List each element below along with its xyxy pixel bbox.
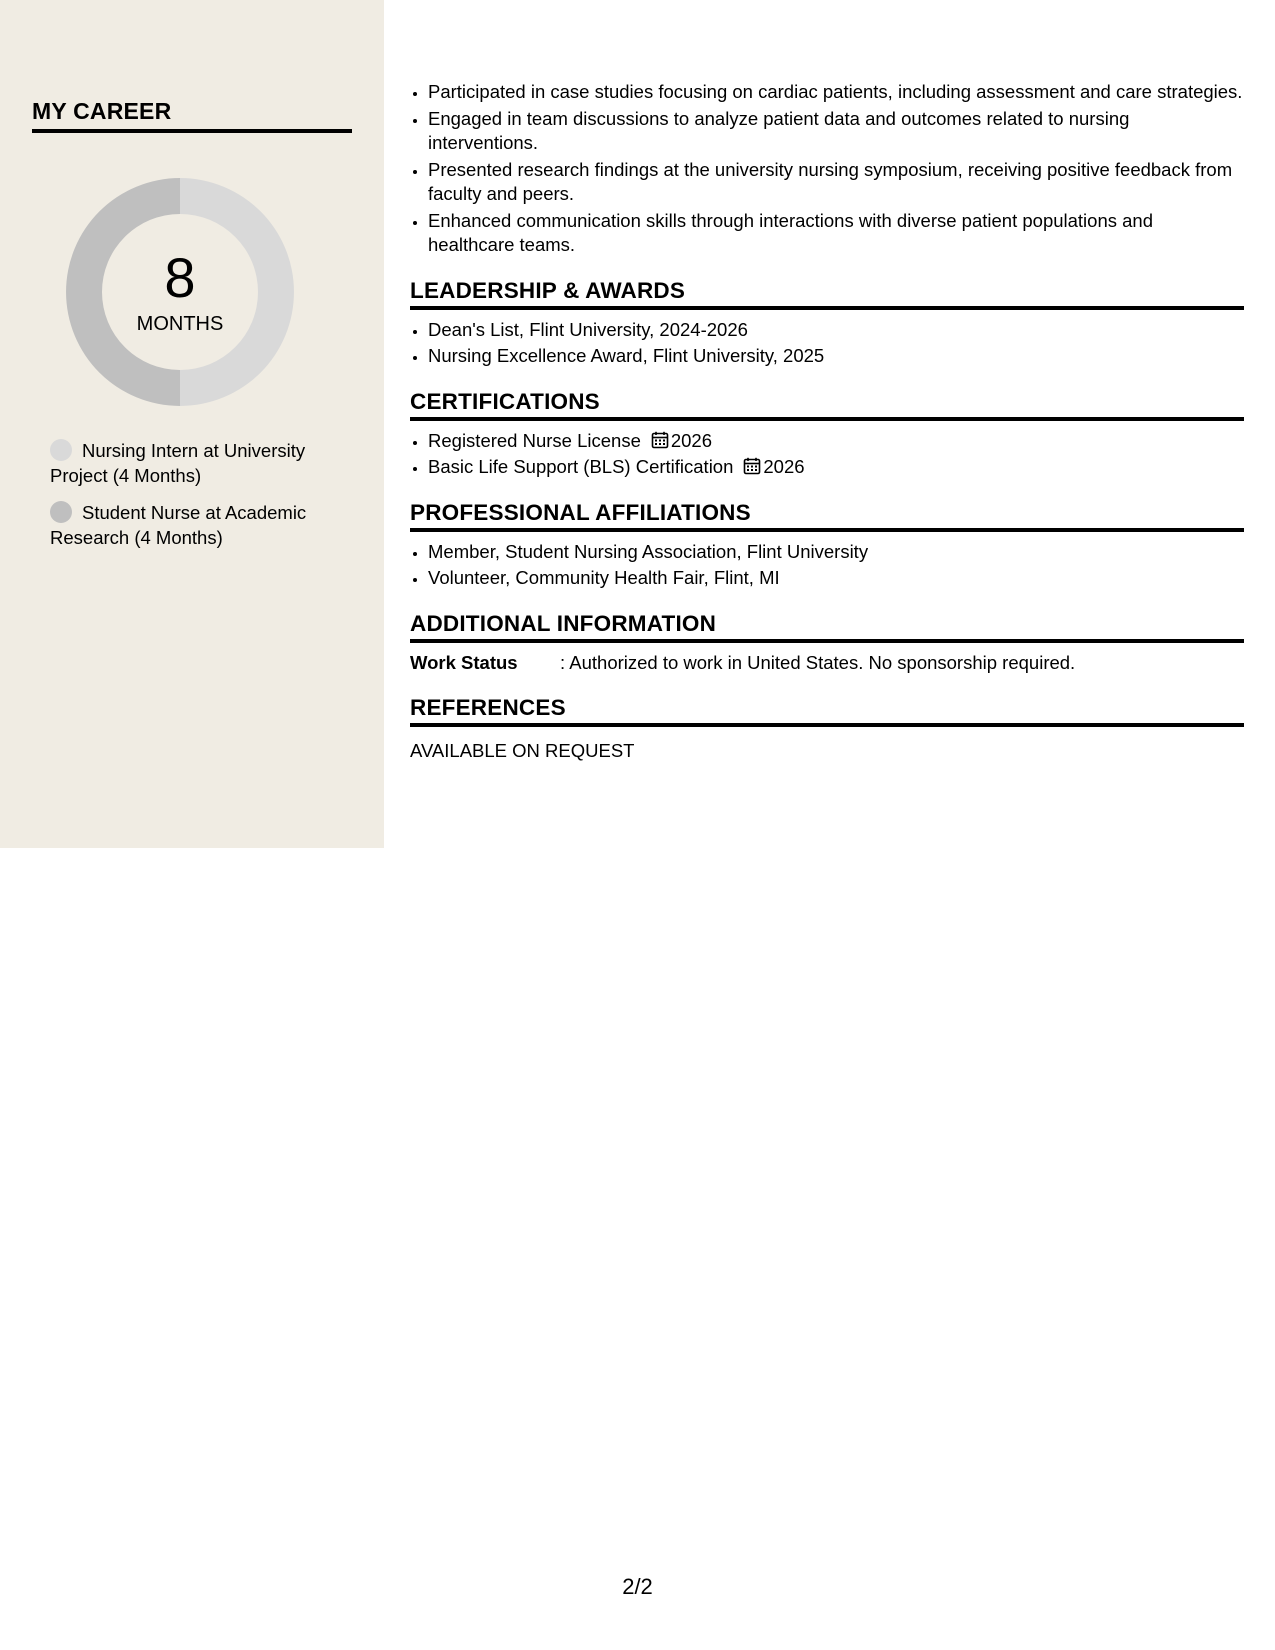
experience-bullet: • Enhanced communication skills through interactions with diverse patient populations and healthcare teams. <box>428 209 1244 258</box>
legend-swatch-dot-icon <box>50 439 72 461</box>
calendar-icon <box>743 457 761 475</box>
experience-bullet: • Engaged in team discussions to analyze patient data and outcomes related to nursing interventions. <box>428 107 1244 156</box>
legend-swatch-dot-icon <box>50 501 72 523</box>
career-heading: MY CAREER <box>32 98 352 133</box>
references-heading: REFERENCES <box>410 695 1244 727</box>
work-status-value: : Authorized to work in United States. No sponsorship required. <box>560 651 1076 673</box>
certification-item <box>428 429 1244 454</box>
experience-bullet: • Presented research findings at the university nursing symposium, receiving positive feedback from faculty and peers. <box>428 158 1244 207</box>
affiliation-item: • Volunteer, Community Health Fair, Flint, MI <box>428 566 1244 591</box>
certifications-list <box>410 429 1244 480</box>
certification-name: Registered Nurse License <box>428 429 641 451</box>
leadership-awards-heading: LEADERSHIP & AWARDS <box>410 278 1244 310</box>
affiliations-heading: PROFESSIONAL AFFILIATIONS <box>410 500 1244 532</box>
legend-label: Nursing Intern at University Project (4 Months) <box>50 440 306 486</box>
donut-center <box>64 176 296 408</box>
calendar-icon <box>651 431 669 449</box>
certification-item <box>428 455 1244 480</box>
affiliation-item: • Member, Student Nursing Association, Flint University <box>428 540 1244 565</box>
references-text: AVAILABLE ON REQUEST <box>410 739 635 761</box>
legend-label: Student Nurse at Academic Research (4 Months) <box>50 502 307 548</box>
certification-year: 2026 <box>763 456 805 477</box>
leadership-awards-list <box>410 318 1244 369</box>
certifications-heading: CERTIFICATIONS <box>410 389 1244 421</box>
main-content <box>410 80 1244 763</box>
work-status-label: Work Status <box>410 651 518 673</box>
award-item: • Dean's List, Flint University, 2024-2026 <box>428 318 1244 343</box>
experience-bullet: • Participated in case studies focusing on cardiac patients, including assessment and care strategies. <box>428 80 1244 105</box>
donut-total-value: 8 <box>164 246 196 309</box>
additional-info-heading: ADDITIONAL INFORMATION <box>410 611 1244 643</box>
work-status-row <box>410 651 1244 675</box>
donut-total-unit: MONTHS <box>136 313 224 335</box>
experience-bullets <box>410 80 1244 258</box>
certification-name: Basic Life Support (BLS) Certification <box>428 456 734 477</box>
award-item: • Nursing Excellence Award, Flint University, 2025 <box>428 344 1244 369</box>
page-number: 2/2 <box>622 1574 653 1599</box>
legend-item <box>50 438 350 488</box>
affiliations-list <box>410 540 1244 591</box>
career-legend <box>50 438 350 562</box>
career-donut-chart <box>64 176 296 408</box>
career-sidebar <box>0 0 384 848</box>
legend-item <box>50 500 350 550</box>
certification-year: 2026 <box>670 429 713 451</box>
